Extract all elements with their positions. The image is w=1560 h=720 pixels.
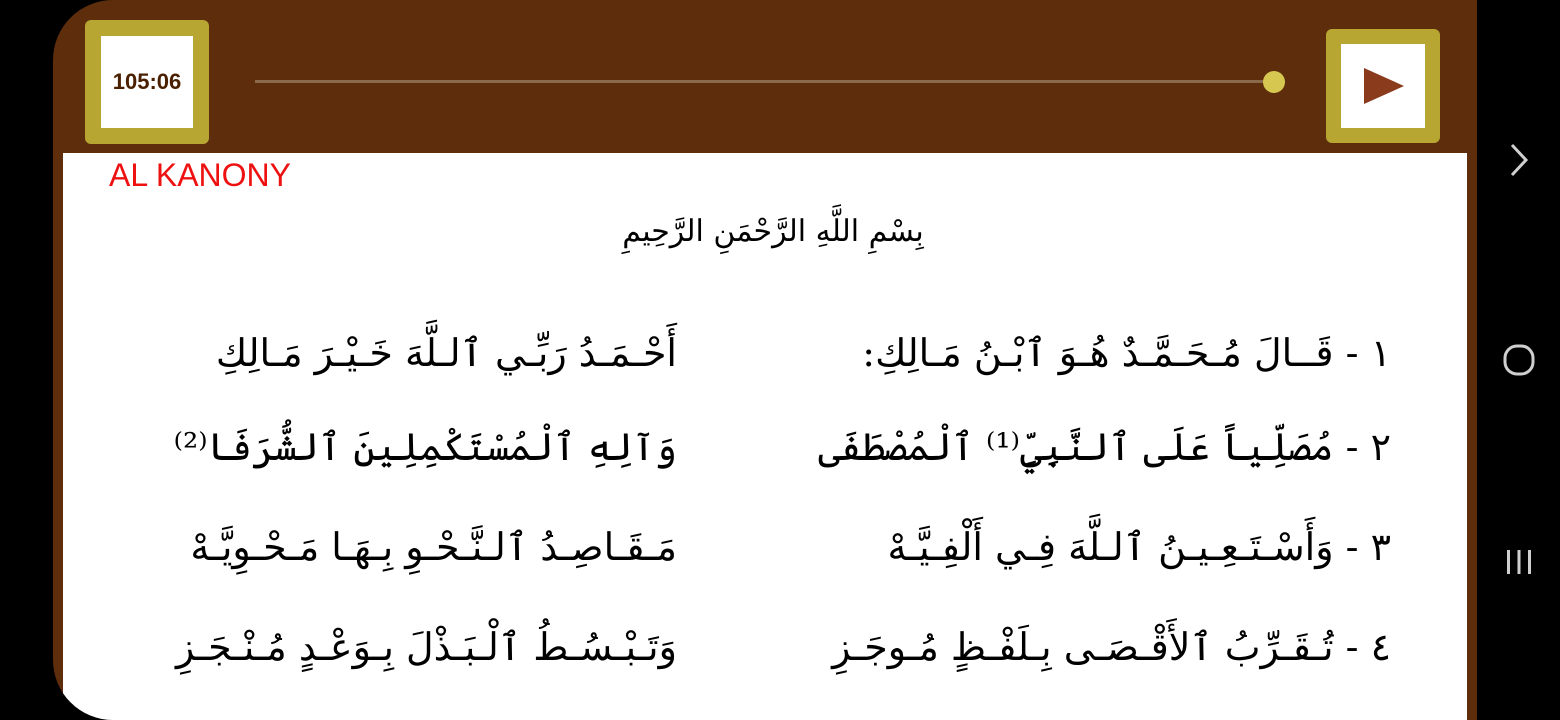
app-window	[53, 0, 1477, 720]
play-icon	[1360, 66, 1406, 106]
nav-back-button[interactable]	[1477, 138, 1560, 182]
audio-progress-track[interactable]	[255, 80, 1273, 83]
verse-3-left: مَـقَـاصِـدُ ٱلـنَّـحْـوِ بِـهَـا مَـحْـوِيَّـهْ	[190, 525, 677, 569]
play-button[interactable]	[1326, 29, 1440, 143]
verse-4-left: وَتَـبْـسُـطُ ٱلْـبَـذْلَ بِـوَعْـدٍ مُـنْـجَـزِ	[176, 625, 677, 669]
verse-4-right: ٤ - تُـقَـرِّبُ ٱلأَقْـصَـى بِـلَفْـظٍ مُـوجَـزِ	[832, 625, 1391, 669]
basmala-heading: بِسْمِ اللَّهِ الرَّحْمَنِ الرَّحِيمِ	[622, 214, 924, 249]
brand-label: AL KANONY	[109, 157, 291, 193]
verse-3-right: ٣ - وَأَسْـتَـعِـيـنُ ٱلـلَّهَ فِـي أَلْفِـيَّـهْ	[887, 525, 1391, 569]
verse-1-left: أَحْـمَـدُ رَبِّـي ٱلـلَّهَ خَـيْـرَ مَـالِكِ	[215, 331, 677, 375]
verse-list	[63, 153, 1467, 720]
audio-progress-thumb[interactable]	[1263, 71, 1285, 93]
home-circle-icon	[1502, 343, 1536, 377]
nav-recents-button[interactable]	[1477, 540, 1560, 584]
verse-1-right: ١ - قَــالَ مُـحَـمَّـدٌ هُـوَ ٱبْـنُ مَـالِكِ:	[862, 331, 1391, 375]
elapsed-time: 105:06	[101, 36, 193, 128]
chevron-right-icon	[1509, 142, 1529, 178]
elapsed-time-badge	[85, 20, 209, 144]
play-button-face[interactable]	[1341, 44, 1425, 128]
verse-2-left: وَآلِهِ ٱلْمُسْتَكْمِلِينَ ٱلشُّرَفَا⁽²⁾	[173, 425, 677, 469]
verse-2-right: ٢ - مُصَلِّياً عَلَى ٱلنَّبِيِّ⁽¹⁾ ٱلْمُصْطَفَى	[818, 425, 1391, 469]
nav-home-button[interactable]	[1477, 338, 1560, 382]
system-navigation-bar	[1477, 0, 1560, 720]
text-page	[63, 153, 1467, 720]
recents-bars-icon	[1503, 546, 1535, 578]
